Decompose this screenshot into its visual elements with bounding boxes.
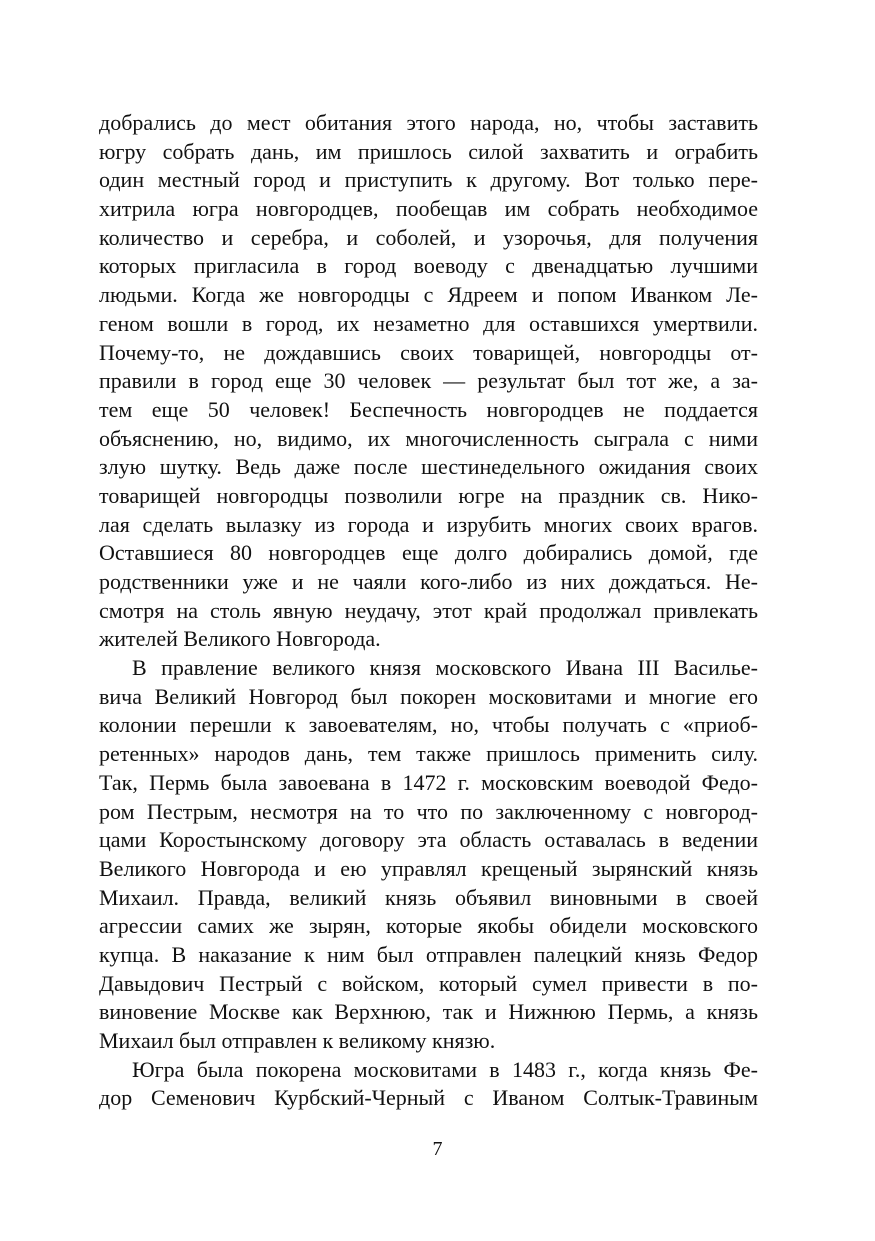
- text-line: Так, Пермь была завоевана в 1472 г. московским воеводой Федо-: [99, 769, 758, 795]
- text-line: правили в город еще 30 человек — результат был тот же, а за-: [99, 368, 758, 394]
- text-line: которых пригласила в город воеводу с двенадцатью лучшими: [99, 253, 758, 279]
- text-line: цами Коростынскому договору эта область оставалась в ведении: [99, 827, 758, 853]
- text-line: Почему-то, не дождавшись своих товарищей, новгородцы от-: [99, 339, 758, 365]
- text-line: колонии перешли к завоевателям, но, чтобы получать с «приоб-: [99, 712, 758, 738]
- text-line: Югра была покорена московитами в 1483 г., когда князь Фе-: [132, 1056, 758, 1082]
- text-line: людьми. Когда же новгородцы с Ядреем и попом Иванком Ле-: [99, 282, 758, 308]
- text-line: Оставшиеся 80 новгородцев еще долго добирались домой, где: [99, 540, 758, 566]
- text-line: ретенных» народов дань, тем также пришлось применить силу.: [99, 741, 758, 767]
- text-line: родственники уже и не чаяли кого-либо из них дождаться. Не-: [99, 569, 758, 594]
- text-line: злую шутку. Ведь даже после шестинедельного ожидания своих: [99, 454, 758, 480]
- page-number: 7: [432, 1138, 443, 1160]
- text-line: количество и серебра, и соболей, и узорочья, для получения: [99, 224, 758, 250]
- text-line: ром Пестрым, несмотря на то что по заключенному с новгород-: [99, 798, 758, 824]
- text-line: вича Великий Новгород был покорен московитами и многие его: [99, 683, 758, 709]
- text-line: тем еще 50 человек! Беспечность новгородцев не поддается: [99, 396, 758, 422]
- text-line: Михаил был отправлен к великому князю.: [99, 1028, 496, 1053]
- text-line: жителей Великого Новгорода.: [99, 626, 381, 652]
- text-line: дор Семенович Курбский-Черный с Иваном Солтык-Травиным: [99, 1085, 758, 1111]
- text-line: агрессии самих же зырян, которые якобы обидели московского: [99, 913, 758, 939]
- text-line: В правление великого князя московского Ивана III Василье-: [132, 655, 758, 681]
- text-line: хитрила югра новгородцев, пообещав им собрать необходимое: [99, 196, 758, 222]
- text-line: виновение Москве как Верхнюю, так и Нижнюю Пермь, а князь: [99, 999, 758, 1025]
- text-line: объяснению, но, видимо, их многочисленность сыграла с ними: [99, 425, 758, 451]
- text-line: Михаил. Правда, великий князь объявил виновными в своей: [99, 884, 758, 910]
- text-line: товарищей новгородцы позволили югре на праздник св. Нико-: [99, 482, 758, 508]
- body-text: [99, 109, 758, 1113]
- text-line: геном вошли в город, их незаметно для оставшихся умертвили.: [99, 310, 758, 336]
- text-line: Великого Новгорода и ею управлял крещеный зырянский князь: [99, 855, 758, 881]
- text-line: югру собрать дань, им пришлось силой захватить и ограбить: [99, 138, 758, 164]
- text-line: Давыдович Пестрый с войском, который сумел привести в по-: [99, 970, 758, 996]
- text-line: добрались до мест обитания этого народа, но, чтобы заставить: [99, 110, 758, 135]
- text-line: смотря на столь явную неудачу, этот край продолжал привлекать: [99, 597, 758, 623]
- text-line: купца. В наказание к ним был отправлен палецкий князь Федор: [99, 941, 758, 967]
- text-line: один местный город и приступить к другому. Вот только пере-: [99, 167, 758, 193]
- text-line: лая сделать вылазку из города и изрубить многих своих врагов.: [99, 511, 758, 537]
